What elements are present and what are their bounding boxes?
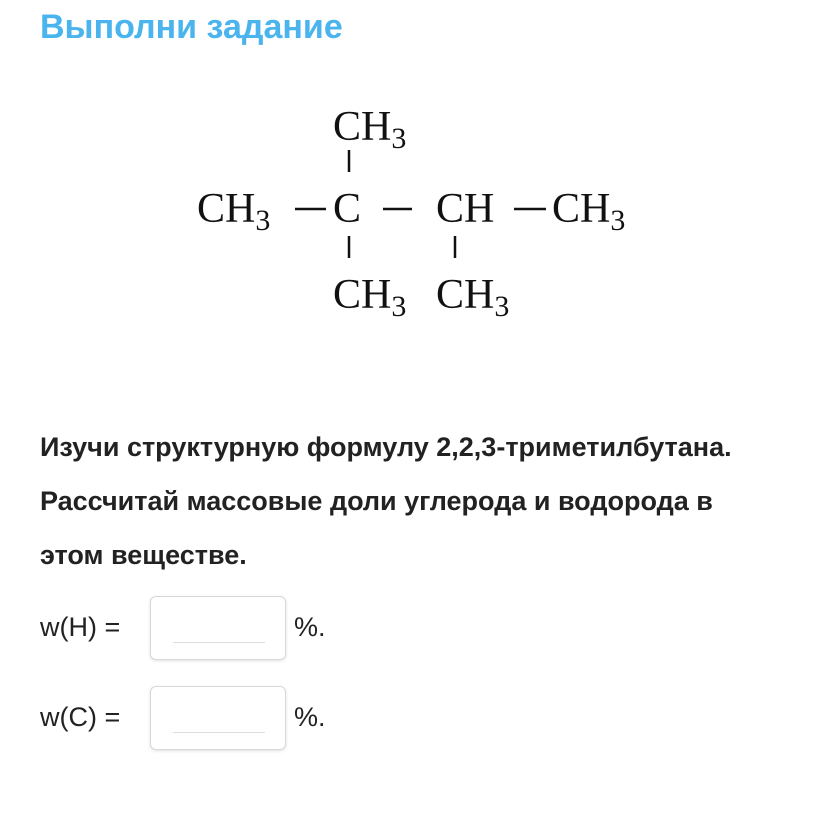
answer-row-hydrogen xyxy=(40,596,440,666)
answer-row-carbon xyxy=(40,686,440,756)
input-underline xyxy=(173,642,265,643)
formula-central-c: C xyxy=(333,186,362,232)
formula-top-ch3: CH3 xyxy=(333,104,407,155)
carbon-fraction-input[interactable] xyxy=(150,686,286,750)
input-underline xyxy=(173,732,265,733)
answer-unit-hydrogen: %. xyxy=(294,612,326,642)
hydrogen-fraction-input[interactable] xyxy=(150,596,286,660)
answer-label-carbon: w(C) = xyxy=(40,702,121,732)
formula-right-ch3: CH3 xyxy=(552,186,626,237)
structural-formula xyxy=(0,0,828,360)
task-description: Изучи структурную формулу 2,2,3-триметилбутана. Рассчитай массовые доли углерода и водорода в этом веществе. xyxy=(40,432,732,570)
page-title: Выполни задание xyxy=(40,8,343,46)
formula-ch: CH xyxy=(436,186,495,232)
formula-bottom-ch3-2: CH3 xyxy=(436,272,510,323)
formula-left-ch3: CH3 xyxy=(197,186,271,237)
answer-label-hydrogen: w(H) = xyxy=(40,612,121,642)
answer-unit-carbon: %. xyxy=(294,702,326,732)
formula-bottom-ch3-1: CH3 xyxy=(333,272,407,323)
